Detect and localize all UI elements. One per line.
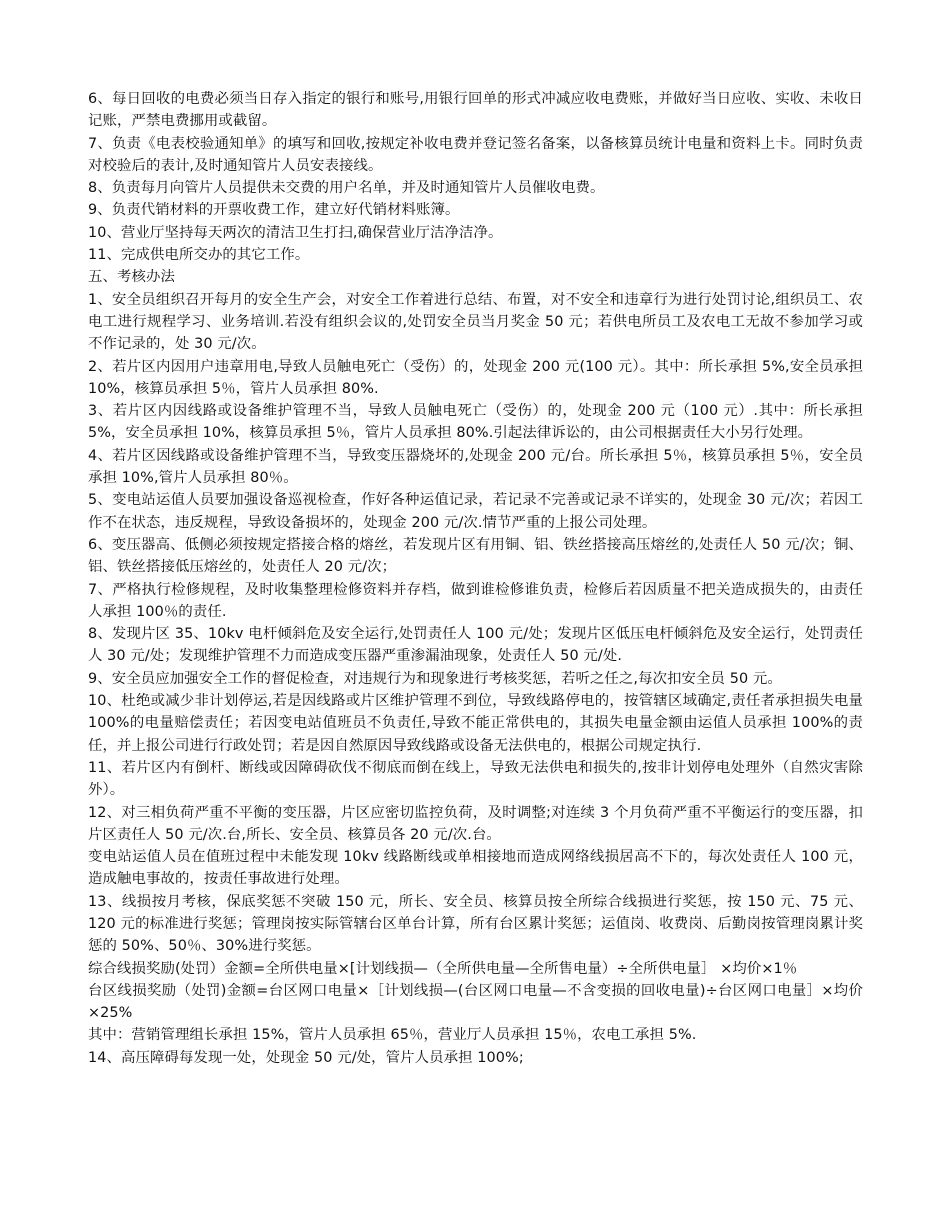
responsibility-split-paragraph: 其中：营销管理组长承担 15%，管片人员承担 65％，营业厅人员承担 15％，农电工承担 5%. (88, 1027, 697, 1044)
paragraph-10: 10、营业厅坚持每天两次的清洁卫生打扫,确保营业厅洁净洁净。 (88, 224, 503, 241)
assessment-item-7: 7、严格执行检修规程，及时收集整理检修资料并存档，做到谁检修谁负责，检修后若因质量不把关造成损失的，由责任人承担 100％的责任. (88, 581, 863, 620)
assessment-item-10: 10、杜绝或减少非计划停运,若是因线路或片区维护管理不到位，导致线路停电的，按管辖区域确定,责任者承担损失电量 100%的电量赔偿责任；若因变电站值班员不负责任,导致不能正常供电的，其损失电量金额由运值人员承担 100%的责任，并上报公司进行行政处罚；若是因自然原因导致线路或设备无法供电的，根据公司规定执行. (88, 693, 863, 754)
paragraph-9: 9、负责代销材料的开票收费工作，建立好代销材料账簿。 (88, 202, 460, 219)
formula-comprehensive-line-loss: 综合线损奖励(处罚）金额=全所供电量×[计划线损—（全所供电量—全所售电量）÷全所供电量］ ×均价×1％ (88, 960, 798, 977)
paragraph-8: 8、负责每月向管片人员提供未交费的用户名单，并及时通知管片人员催收电费。 (88, 180, 605, 197)
substation-duty-paragraph: 变电站运值人员在值班过程中未能发现 10kv 线路断线或单相接地而造成网络线损居高不下的，每次处责任人 100 元，造成触电事故的，按责任事故进行处理。 (88, 849, 863, 888)
assessment-item-8: 8、发现片区 35、10kv 电杆倾斜危及安全运行,处罚责任人 100 元/处；发现片区低压电杆倾斜危及安全运行，处罚责任人 30 元/处；发现维护管理不力而造成变压器严重渗漏油现象，处责任人 50 元/处. (88, 626, 863, 665)
assessment-item-13: 13、线损按月考核，保底奖惩不突破 150 元，所长、安全员、核算员按全所综合线损进行奖惩，按 150 元、75 元、120 元的标准进行奖惩；管理岗按实际管辖台区单台计算，所有台区累计奖惩；运值岗、收费岗、后勤岗按管理岗累计奖惩的 50%、50％、30%进行奖惩。 (88, 893, 863, 955)
assessment-item-2: 2、若片区内因用户违章用电,导致人员触电死亡（受伤）的，处现金 200 元(100 元）。其中：所长承担 5%,安全员承担 10%，核算员承担 5％，管片人员承担 80%. (88, 358, 863, 397)
formula-area-line-loss: 台区线损奖励（处罚)金额=台区网口电量×［计划线损—(台区网口电量—不含变损的回收电量)÷台区网口电量］×均价×25% (88, 982, 863, 1022)
paragraph-6: 6、每日回收的电费必须当日存入指定的银行和账号,用银行回单的形式冲减应收电费账，并做好当日应收、实收、未收日记账，严禁电费挪用或截留。 (88, 91, 863, 130)
document-page (88, 88, 863, 1069)
assessment-item-14: 14、高压障碍每发现一处，处现金 50 元/处，管片人员承担 100%; (88, 1049, 524, 1066)
assessment-item-11: 11、若片区内有倒杆、断线或因障碍砍伐不彻底而倒在线上，导致无法供电和损失的,按非计划停电处理外（自然灾害除外）。 (88, 759, 863, 799)
assessment-item-5: 5、变电站运值人员要加强设备巡视检查，作好各种运值记录，若记录不完善或记录不详实的，处现金 30 元/次；若因工作不在状态，违反规程，导致设备损坏的，处现金 200 元/次.情节严重的上报公司处理。 (88, 492, 863, 531)
assessment-item-9: 9、安全员应加强安全工作的督促检查，对违规行为和现象进行考核奖惩，若听之任之,每次扣安全员 50 元。 (88, 670, 782, 687)
assessment-item-1: 1、安全员组织召开每月的安全生产会，对安全工作着进行总结、布置，对不安全和违章行为进行处罚讨论,组织员工、农电工进行规程学习、业务培训.若没有组织会议的,处罚安全员当月奖金 50 元；若供电所员工及农电工无故不参加学习或不作记录的，处 30 元/次。 (88, 291, 863, 353)
assessment-item-12: 12、对三相负荷严重不平衡的变压器，片区应密切监控负荷，及时调整;对连续 3 个月负荷严重不平衡运行的变压器，扣片区责任人 50 元/次.台,所长、安全员、核算员各 20 元/次.台。 (88, 804, 863, 843)
assessment-item-4: 4、若片区因线路或设备维护管理不当，导致变压器烧坏的,处现金 200 元/台。所长承担 5％，核算员承担 5％，安全员承担 10%,管片人员承担 80％。 (88, 447, 863, 487)
assessment-item-3: 3、若片区内因线路或设备维护管理不当，导致人员触电死亡（受伤）的，处现金 200 元（100 元）.其中：所长承担 5%，安全员承担 10%，核算员承担 5％，管片人员承担 80%.引起法律诉讼的，由公司根据责任大小另行处理。 (88, 403, 863, 442)
section-heading-assessment: 五、考核办法 (88, 269, 175, 286)
paragraph-7: 7、负责《电表校验通知单》的填写和回收,按规定补收电费并登记签名备案，以备核算员统计电量和资料上卡。同时负责对校验后的表计,及时通知管片人员安表接线。 (88, 135, 863, 174)
assessment-item-6: 6、变压器高、低侧必须按规定搭接合格的熔丝，若发现片区有用铜、铝、铁丝搭接高压熔丝的,处责任人 50 元/次；铜、铝、铁丝搭接低压熔丝的，处责任人 20 元/次； (88, 536, 863, 576)
paragraph-11: 11、完成供电所交办的其它工作。 (88, 247, 310, 264)
